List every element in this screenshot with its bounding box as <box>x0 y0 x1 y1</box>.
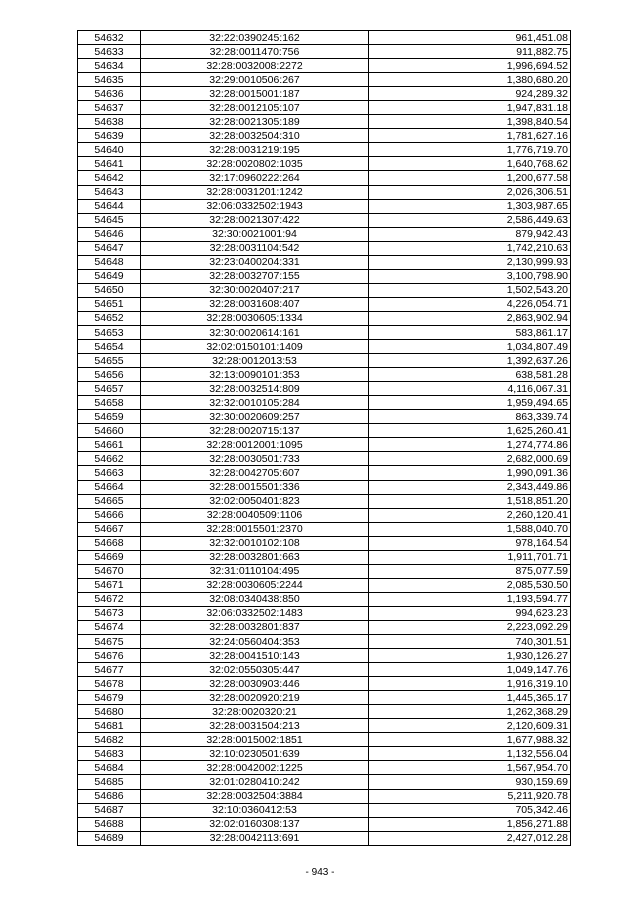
amount-cell: 583,861.17 <box>369 325 571 339</box>
record-number-cell: 54664 <box>78 480 141 494</box>
table-row <box>78 31 571 45</box>
table-row <box>78 354 571 368</box>
record-number-cell: 54647 <box>78 241 141 255</box>
record-number-cell: 54651 <box>78 297 141 311</box>
amount-cell: 1,996,694.52 <box>369 59 571 73</box>
amount-cell: 2,130,999.93 <box>369 255 571 269</box>
table-row <box>78 831 571 845</box>
amount-cell: 740,301.51 <box>369 635 571 649</box>
record-number-cell: 54680 <box>78 705 141 719</box>
cadastral-number-cell: 32:13:0090101:353 <box>141 368 369 382</box>
amount-cell: 1,303,987.65 <box>369 199 571 213</box>
cadastral-number-cell: 32:30:0020407:217 <box>141 283 369 297</box>
cadastral-number-cell: 32:28:0032514:809 <box>141 382 369 396</box>
cadastral-number-cell: 32:24:0560404:353 <box>141 635 369 649</box>
amount-cell: 4,116,067.31 <box>369 382 571 396</box>
amount-cell: 1,947,831.18 <box>369 101 571 115</box>
table-row <box>78 691 571 705</box>
table-row <box>78 424 571 438</box>
cadastral-number-cell: 32:28:0031201:1242 <box>141 185 369 199</box>
amount-cell: 1,640,768.62 <box>369 157 571 171</box>
record-number-cell: 54671 <box>78 578 141 592</box>
cadastral-number-cell: 32:28:0042002:1225 <box>141 761 369 775</box>
table-row <box>78 522 571 536</box>
amount-cell: 1,518,851.20 <box>369 494 571 508</box>
table-row <box>78 452 571 466</box>
cadastral-number-cell: 32:28:0040509:1106 <box>141 508 369 522</box>
record-number-cell: 54645 <box>78 213 141 227</box>
record-number-cell: 54675 <box>78 635 141 649</box>
cadastral-number-cell: 32:02:0150101:1409 <box>141 340 369 354</box>
record-number-cell: 54658 <box>78 396 141 410</box>
table-row <box>78 143 571 157</box>
record-number-cell: 54673 <box>78 606 141 620</box>
cadastral-number-cell: 32:28:0032707:155 <box>141 269 369 283</box>
table-row <box>78 297 571 311</box>
record-number-cell: 54661 <box>78 438 141 452</box>
amount-cell: 1,588,040.70 <box>369 522 571 536</box>
cadastral-number-cell: 32:28:0011470:756 <box>141 45 369 59</box>
table-row <box>78 578 571 592</box>
table-row <box>78 761 571 775</box>
cadastral-number-cell: 32:28:0012013:53 <box>141 354 369 368</box>
amount-cell: 705,342.46 <box>369 803 571 817</box>
amount-cell: 5,211,920.78 <box>369 789 571 803</box>
amount-cell: 4,226,054.71 <box>369 297 571 311</box>
table-row <box>78 803 571 817</box>
cadastral-number-cell: 32:10:0230501:639 <box>141 747 369 761</box>
amount-cell: 1,502,543.20 <box>369 283 571 297</box>
table-row <box>78 227 571 241</box>
cadastral-number-cell: 32:28:0021305:189 <box>141 115 369 129</box>
amount-cell: 1,193,594.77 <box>369 592 571 606</box>
table-row <box>78 620 571 634</box>
record-number-cell: 54676 <box>78 649 141 663</box>
cadastral-number-cell: 32:08:0340438:850 <box>141 592 369 606</box>
amount-cell: 2,120,609.31 <box>369 719 571 733</box>
record-number-cell: 54688 <box>78 817 141 831</box>
cadastral-number-cell: 32:30:0020609:257 <box>141 410 369 424</box>
cadastral-number-cell: 32:28:0042705:607 <box>141 466 369 480</box>
cadastral-number-cell: 32:02:0160308:137 <box>141 817 369 831</box>
amount-cell: 1,445,365.17 <box>369 691 571 705</box>
table-row <box>78 775 571 789</box>
cadastral-number-cell: 32:28:0031504:213 <box>141 719 369 733</box>
table-row <box>78 199 571 213</box>
cadastral-number-cell: 32:28:0021307:422 <box>141 213 369 227</box>
amount-cell: 1,392,637.26 <box>369 354 571 368</box>
cadastral-number-cell: 32:22:0390245:162 <box>141 31 369 45</box>
table-row <box>78 59 571 73</box>
cadastral-number-cell: 32:28:0020802:1035 <box>141 157 369 171</box>
records-table <box>77 30 571 846</box>
record-number-cell: 54677 <box>78 663 141 677</box>
cadastral-number-cell: 32:28:0031608:407 <box>141 297 369 311</box>
cadastral-number-cell: 32:10:0360412:53 <box>141 803 369 817</box>
cadastral-number-cell: 32:06:0332502:1943 <box>141 199 369 213</box>
cadastral-number-cell: 32:32:0010105:284 <box>141 396 369 410</box>
table-row <box>78 550 571 564</box>
record-number-cell: 54643 <box>78 185 141 199</box>
table-row <box>78 536 571 550</box>
record-number-cell: 54665 <box>78 494 141 508</box>
table-row <box>78 311 571 325</box>
cadastral-number-cell: 32:28:0032801:837 <box>141 620 369 634</box>
amount-cell: 2,682,000.69 <box>369 452 571 466</box>
amount-cell: 978,164.54 <box>369 536 571 550</box>
table-row <box>78 606 571 620</box>
cadastral-number-cell: 32:28:0012001:1095 <box>141 438 369 452</box>
cadastral-number-cell: 32:28:0015501:2370 <box>141 522 369 536</box>
table-row <box>78 480 571 494</box>
record-number-cell: 54656 <box>78 368 141 382</box>
page-number: - 943 - <box>305 867 335 878</box>
amount-cell: 1,916,319.10 <box>369 677 571 691</box>
amount-cell: 1,856,271.88 <box>369 817 571 831</box>
record-number-cell: 54652 <box>78 311 141 325</box>
amount-cell: 1,567,954.70 <box>369 761 571 775</box>
amount-cell: 2,026,306.51 <box>369 185 571 199</box>
table-row <box>78 157 571 171</box>
cadastral-number-cell: 32:28:0015002:1851 <box>141 733 369 747</box>
table-row <box>78 368 571 382</box>
amount-cell: 879,942.43 <box>369 227 571 241</box>
table-row <box>78 101 571 115</box>
cadastral-number-cell: 32:28:0020715:137 <box>141 424 369 438</box>
record-number-cell: 54657 <box>78 382 141 396</box>
cadastral-number-cell: 32:28:0012105:107 <box>141 101 369 115</box>
cadastral-number-cell: 32:28:0032801:663 <box>141 550 369 564</box>
record-number-cell: 54678 <box>78 677 141 691</box>
table-row <box>78 241 571 255</box>
record-number-cell: 54689 <box>78 831 141 845</box>
table-row <box>78 677 571 691</box>
table-row <box>78 87 571 101</box>
table-row <box>78 269 571 283</box>
amount-cell: 1,049,147.76 <box>369 663 571 677</box>
table-row <box>78 747 571 761</box>
record-number-cell: 54637 <box>78 101 141 115</box>
table-row <box>78 340 571 354</box>
amount-cell: 1,398,840.54 <box>369 115 571 129</box>
table-row <box>78 705 571 719</box>
table-row <box>78 45 571 59</box>
cadastral-number-cell: 32:28:0031219:195 <box>141 143 369 157</box>
record-number-cell: 54674 <box>78 620 141 634</box>
cadastral-number-cell: 32:28:0030605:1334 <box>141 311 369 325</box>
amount-cell: 1,380,680.20 <box>369 73 571 87</box>
amount-cell: 2,223,092.29 <box>369 620 571 634</box>
record-number-cell: 54654 <box>78 340 141 354</box>
amount-cell: 1,776,719.70 <box>369 143 571 157</box>
amount-cell: 638,581.28 <box>369 368 571 382</box>
amount-cell: 875,077.59 <box>369 564 571 578</box>
cadastral-number-cell: 32:28:0015001:187 <box>141 87 369 101</box>
table-row <box>78 438 571 452</box>
record-number-cell: 54672 <box>78 592 141 606</box>
amount-cell: 1,677,988.32 <box>369 733 571 747</box>
amount-cell: 2,343,449.86 <box>369 480 571 494</box>
record-number-cell: 54682 <box>78 733 141 747</box>
record-number-cell: 54666 <box>78 508 141 522</box>
record-number-cell: 54662 <box>78 452 141 466</box>
table-row <box>78 396 571 410</box>
record-number-cell: 54653 <box>78 325 141 339</box>
table-row <box>78 283 571 297</box>
cadastral-number-cell: 32:28:0042113:691 <box>141 831 369 845</box>
cadastral-number-cell: 32:30:0021001:94 <box>141 227 369 241</box>
record-number-cell: 54679 <box>78 691 141 705</box>
table-row <box>78 635 571 649</box>
record-number-cell: 54648 <box>78 255 141 269</box>
table-row <box>78 382 571 396</box>
table-row <box>78 494 571 508</box>
amount-cell: 863,339.74 <box>369 410 571 424</box>
table-row <box>78 73 571 87</box>
record-number-cell: 54639 <box>78 129 141 143</box>
amount-cell: 1,262,368.29 <box>369 705 571 719</box>
record-number-cell: 54633 <box>78 45 141 59</box>
amount-cell: 2,260,120.41 <box>369 508 571 522</box>
cadastral-number-cell: 32:32:0010102:108 <box>141 536 369 550</box>
record-number-cell: 54683 <box>78 747 141 761</box>
records-table-body <box>78 31 571 846</box>
amount-cell: 961,451.08 <box>369 31 571 45</box>
amount-cell: 1,959,494.65 <box>369 396 571 410</box>
cadastral-number-cell: 32:31:0110104:495 <box>141 564 369 578</box>
cadastral-number-cell: 32:02:0550305:447 <box>141 663 369 677</box>
cadastral-number-cell: 32:28:0032008:2272 <box>141 59 369 73</box>
amount-cell: 2,427,012.28 <box>369 831 571 845</box>
record-number-cell: 54641 <box>78 157 141 171</box>
record-number-cell: 54646 <box>78 227 141 241</box>
table-row <box>78 466 571 480</box>
record-number-cell: 54670 <box>78 564 141 578</box>
amount-cell: 1,200,677.58 <box>369 171 571 185</box>
record-number-cell: 54634 <box>78 59 141 73</box>
amount-cell: 930,159.69 <box>369 775 571 789</box>
record-number-cell: 54655 <box>78 354 141 368</box>
amount-cell: 1,625,260.41 <box>369 424 571 438</box>
record-number-cell: 54644 <box>78 199 141 213</box>
amount-cell: 2,586,449.63 <box>369 213 571 227</box>
table-row <box>78 410 571 424</box>
table-row <box>78 185 571 199</box>
record-number-cell: 54650 <box>78 283 141 297</box>
record-number-cell: 54667 <box>78 522 141 536</box>
cadastral-number-cell: 32:06:0332502:1483 <box>141 606 369 620</box>
cadastral-number-cell: 32:02:0050401:823 <box>141 494 369 508</box>
cadastral-number-cell: 32:28:0015501:336 <box>141 480 369 494</box>
cadastral-number-cell: 32:28:0031104:542 <box>141 241 369 255</box>
cadastral-number-cell: 32:28:0041510:143 <box>141 649 369 663</box>
cadastral-number-cell: 32:28:0020920:219 <box>141 691 369 705</box>
amount-cell: 3,100,798.90 <box>369 269 571 283</box>
table-row <box>78 115 571 129</box>
cadastral-number-cell: 32:28:0032504:3884 <box>141 789 369 803</box>
record-number-cell: 54660 <box>78 424 141 438</box>
amount-cell: 1,781,627.16 <box>369 129 571 143</box>
amount-cell: 1,274,774.86 <box>369 438 571 452</box>
table-row <box>78 508 571 522</box>
table-row <box>78 663 571 677</box>
table-row <box>78 129 571 143</box>
amount-cell: 1,034,807.49 <box>369 340 571 354</box>
amount-cell: 2,085,530.50 <box>369 578 571 592</box>
table-row <box>78 564 571 578</box>
amount-cell: 2,863,902.94 <box>369 311 571 325</box>
amount-cell: 1,990,091.36 <box>369 466 571 480</box>
amount-cell: 911,882.75 <box>369 45 571 59</box>
cadastral-number-cell: 32:28:0030501:733 <box>141 452 369 466</box>
cadastral-number-cell: 32:30:0020614:161 <box>141 325 369 339</box>
record-number-cell: 54638 <box>78 115 141 129</box>
amount-cell: 1,930,126.27 <box>369 649 571 663</box>
cadastral-number-cell: 32:29:0010506:267 <box>141 73 369 87</box>
table-row <box>78 817 571 831</box>
table-row <box>78 649 571 663</box>
record-number-cell: 54663 <box>78 466 141 480</box>
record-number-cell: 54642 <box>78 171 141 185</box>
record-number-cell: 54636 <box>78 87 141 101</box>
amount-cell: 1,132,556.04 <box>369 747 571 761</box>
amount-cell: 994,623.23 <box>369 606 571 620</box>
record-number-cell: 54640 <box>78 143 141 157</box>
amount-cell: 1,911,701.71 <box>369 550 571 564</box>
table-row <box>78 592 571 606</box>
amount-cell: 1,742,210.63 <box>369 241 571 255</box>
table-row <box>78 719 571 733</box>
record-number-cell: 54632 <box>78 31 141 45</box>
record-number-cell: 54669 <box>78 550 141 564</box>
cadastral-number-cell: 32:17:0960222:264 <box>141 171 369 185</box>
record-number-cell: 54681 <box>78 719 141 733</box>
record-number-cell: 54659 <box>78 410 141 424</box>
record-number-cell: 54685 <box>78 775 141 789</box>
table-row <box>78 213 571 227</box>
table-row <box>78 789 571 803</box>
cadastral-number-cell: 32:01:0280410:242 <box>141 775 369 789</box>
record-number-cell: 54649 <box>78 269 141 283</box>
record-number-cell: 54687 <box>78 803 141 817</box>
amount-cell: 924,289.32 <box>369 87 571 101</box>
cadastral-number-cell: 32:28:0030605:2244 <box>141 578 369 592</box>
table-row <box>78 325 571 339</box>
cadastral-number-cell: 32:23:0400204:331 <box>141 255 369 269</box>
cadastral-number-cell: 32:28:0030903:446 <box>141 677 369 691</box>
cadastral-number-cell: 32:28:0032504:310 <box>141 129 369 143</box>
record-number-cell: 54635 <box>78 73 141 87</box>
table-row <box>78 255 571 269</box>
table-row <box>78 171 571 185</box>
cadastral-number-cell: 32:28:0020320:21 <box>141 705 369 719</box>
record-number-cell: 54668 <box>78 536 141 550</box>
table-row <box>78 733 571 747</box>
record-number-cell: 54686 <box>78 789 141 803</box>
record-number-cell: 54684 <box>78 761 141 775</box>
